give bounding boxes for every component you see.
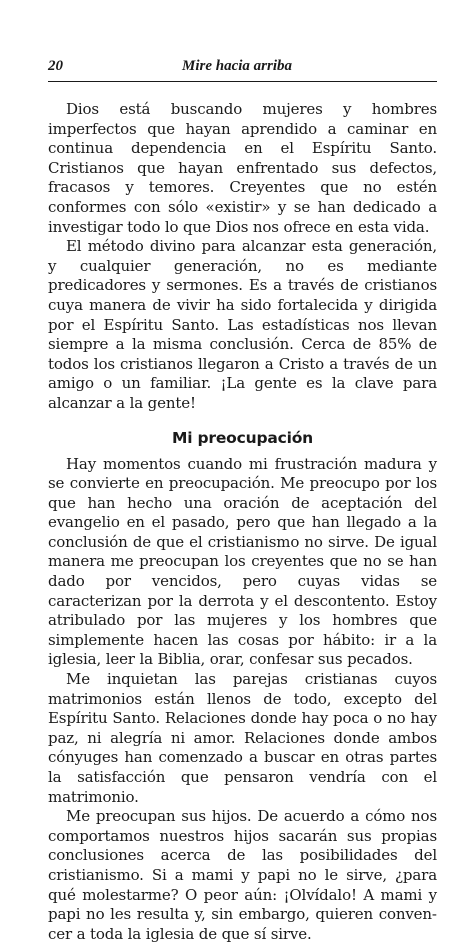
paragraph: Hay momentos cuando mi frustración madura y se convierte en preocupación. Me preocupo por los que han hecho una oración de aceptación del evangelio en el pasado, pero que han llegado a la conclusión de que el cristianismo no sirve. De igual manera me preocupan los creyentes que no se han dado por vencidos, pero cuyas vidas se caracterizan por la derrota y el descontento. Estoy atribulado por las mujeres y los hombres que simplemente hacen las cosas por hábito: ir a la iglesia, leer la Biblia, orar, confesar sus pecados. [48, 454, 437, 669]
paragraph: El método divino para alcanzar esta generación, y cualquier generación, no es mediante predicadores y sermones. Es a través de cristianos cuya manera de vivir ha sido fortalecida y dirigida por el Espíritu Santo. Las estadísticas nos llevan siempre a la misma conclusión. Cerca de 85% de todos los cristianos llegaron a Cristo a través de un amigo o un familiar. ¡La gente es la clave para alcanzar a la gente! [48, 237, 437, 412]
page-number: 20 [48, 58, 63, 74]
paragraph: Me preocupan sus hijos. De acuerdo a cómo nos comportamos nuestros hijos sacarán sus propias conclusiones acerca de las posibilidades del cristianismo. Si a mami y papi no le sirve, ¿para qué molestarme? O peor aún: ¡Olvídalo! A mami y papi no les resulta y, sin embargo, quieren convencer a toda la iglesia de que sí sirve. [48, 807, 437, 943]
body-text [48, 100, 437, 944]
running-title: Mire hacia arriba [182, 58, 293, 74]
paragraph: Me inquietan las parejas cristianas cuyos matrimonios están llenos de todo, excepto del Espíritu Santo. Relaciones donde hay poca o no hay paz, ni alegría ni amor. Relaciones donde ambos cónyuges han comenzado a buscar en otras partes la satisfacción que pensaron vendría con el matrimonio. [48, 670, 437, 806]
header-rule [48, 81, 437, 82]
section-heading: Mi preocupación [172, 428, 313, 447]
paragraph: Dios está buscando mujeres y hombres imperfectos que hayan aprendido a caminar en continua dependencia en el Espíritu Santo. Cristianos que hayan enfrentado sus defectos, fracasos y temores. Creyentes que no estén conformes con sólo «existir» y se han dedicado a investigar todo lo que Dios nos ofrece en esta vida. [48, 100, 437, 236]
running-head [48, 58, 437, 76]
book-page [48, 58, 437, 944]
